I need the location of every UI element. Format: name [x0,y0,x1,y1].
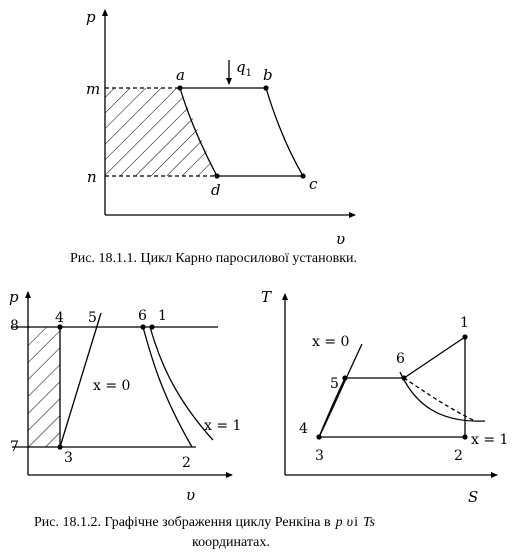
caption-2-line1 [34,515,375,530]
caption-2-p: p [335,515,343,530]
heat-label: $q_1$ [236,58,252,79]
ts-point-3 [316,434,321,439]
ts-label-3: 3 [315,448,324,464]
caption-2-ts: Ts [362,515,375,530]
level-n-label: n [87,168,97,186]
pv-level-8: 8 [10,318,19,334]
ts-label-2: 2 [454,448,463,464]
ts-label-x1: x = 1 [471,432,509,448]
level-m-label: m [86,80,101,98]
pv-label-x0: x = 0 [93,378,131,394]
pv-point-1 [149,324,154,329]
pv-p-label: p [9,288,19,306]
ts-label-5: 5 [330,376,339,392]
point-d [214,173,219,178]
pv-v-label: υ [186,486,196,504]
caption-1: Рис. 18.1.1. Цикл Карно паросилової установки. [70,251,358,266]
ts-label-6: 6 [396,351,405,367]
carnot-pv-diagram [86,8,355,248]
ts-point-2 [462,434,467,439]
pv-label-3: 3 [64,450,73,466]
pv-label-1: 1 [158,308,167,324]
ts-s-label: S [468,488,479,506]
ts-point-1 [462,334,467,339]
label-c: c [309,175,318,193]
point-c [300,173,305,178]
pv-work-hatch [28,327,60,447]
p-axis-label: p [86,8,96,26]
caption-2-conj: і [354,515,358,530]
caption-2-v: υ [346,515,354,530]
ts-x1-curve [400,372,485,421]
caption-2-line2: координатах. [192,535,270,550]
rankine-ts-diagram [261,288,508,506]
pv-label-2: 2 [182,455,191,471]
pv-point-6 [140,324,145,329]
pv-level-7: 7 [10,439,19,455]
pv-label-5: 5 [88,310,97,326]
label-b: b [263,66,273,84]
work-area-hatch [105,88,217,176]
label-d: d [211,181,221,199]
pv-label-6: 6 [138,308,147,324]
ts-t-label: T [261,288,272,306]
point-b [263,85,268,90]
caption-2-text: Рис. 18.1.2. Графічне зображення циклу Ренкіна в [34,515,331,530]
pv-curve-1-2 [143,327,192,447]
label-a: a [176,66,185,84]
rankine-pv-diagram [9,288,241,504]
ts-line-6-1 [404,337,465,378]
pv-point-3 [57,444,62,449]
ts-label-1: 1 [460,315,469,331]
ts-label-x0: x = 0 [312,334,350,350]
pv-label-4: 4 [55,310,64,326]
curve-b-c [266,88,303,176]
ts-point-5 [342,375,347,380]
point-a [177,85,182,90]
pv-label-x1: x = 1 [204,418,242,434]
ts-point-6 [401,375,406,380]
v-axis-label: υ [336,230,346,248]
ts-label-4: 4 [299,421,308,437]
